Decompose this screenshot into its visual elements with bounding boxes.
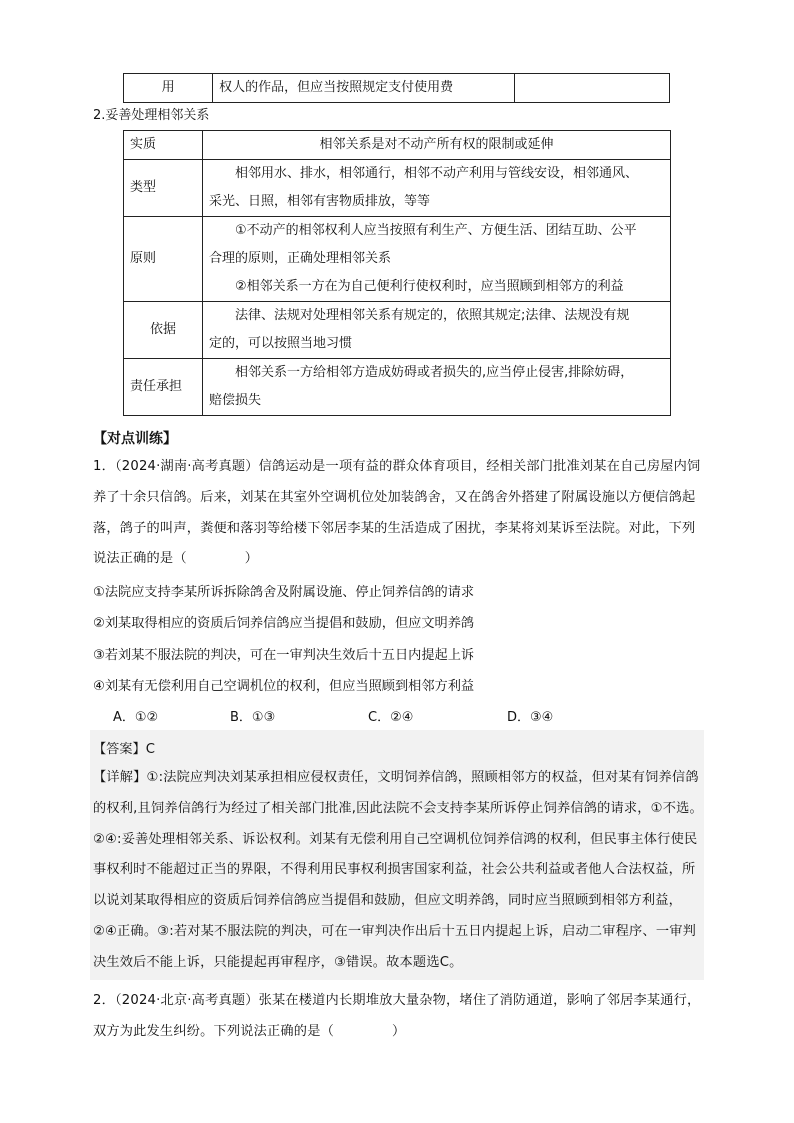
table-row xyxy=(124,217,671,302)
practice-title: 【对点训练】 xyxy=(93,431,177,447)
row-content-principles xyxy=(203,217,671,302)
content-line: 相邻关系是对不动产所有权的限制或延伸 xyxy=(319,137,554,152)
row-content-liability xyxy=(203,359,671,416)
option-b: B．①③ xyxy=(230,710,276,725)
table-row xyxy=(124,359,671,416)
content-line: 合理的原则，正确处理相邻关系 xyxy=(209,251,392,266)
content-line: 采光、日照，相邻有害物质排放，等等 xyxy=(209,194,431,209)
statement-1: ①法院应支持李某所诉拆除鸽舍及附属设施、停止饲养信鸽的请求 xyxy=(93,585,475,600)
option-c: C．②④ xyxy=(368,710,414,725)
row-label-principles: 原则 xyxy=(124,217,203,302)
question-2-stem xyxy=(93,986,705,1048)
content-line: 赔偿损失 xyxy=(209,393,262,408)
option-a: A．①② xyxy=(113,710,159,725)
content-line: 定的，可以按照当地习惯 xyxy=(209,336,353,351)
row-label-liability: 责任承担 xyxy=(124,359,203,416)
rights-table-fragment xyxy=(123,73,670,103)
content-line: 相邻用水、排水，相邻通行，相邻不动产利用与管线安设，相邻通风、 xyxy=(235,166,639,181)
option-d: D．③④ xyxy=(507,710,554,725)
question-stem-close: ） xyxy=(244,551,259,567)
table-cell-empty xyxy=(514,74,669,103)
answer-label: 【答案】C xyxy=(93,742,155,757)
row-content-types xyxy=(203,160,671,217)
question-1-stem xyxy=(93,452,705,575)
row-content-basis xyxy=(203,302,671,359)
table-row xyxy=(124,74,670,103)
statement-2: ②刘某取得相应的资质后饲养信鸽应当提倡和鼓励，但应文明养鸽 xyxy=(93,616,475,631)
content-line: ①不动产的相邻权利人应当按照有利生产、方便生活、团结互助、公平 xyxy=(235,223,637,238)
content-line: ②相邻关系一方在为自己便利行使权利时，应当照顾到相邻方的利益 xyxy=(235,279,624,294)
neighbor-relations-table xyxy=(123,130,671,416)
answer-explanation: 【详解】①:法院应判决刘某承担相应侵权责任，文明饲养信鸽，照顾相邻方的权益，但对某有饲养信鸽的权利,且饲养信鸽行为经过了相关部门批准,因此法院不会支持李某所诉停止饲养信鸽的请求，①不选。②④:妥善处理相邻关系、诉讼权利。刘某有无偿利用自己空调机位饲养信鸿的权利，但民事主体行使民事权利时不能超过正当的界限，不得利用民事权利损害国家利益，社会公共利益或者他人合法权益，所以说刘某取得相应的资质后饲养信鸽应当提倡和鼓励，但应文明养鸽，同时应当照顾到相邻方利益，②④正确。③:若对某不服法院的判决，可在一审判决作出后十五日内提起上诉，启动二审程序、一审判决生效后不能上诉，只能提起再审程序，③错误。故本题选C。 xyxy=(93,770,703,970)
table-cell-label: 用 xyxy=(124,74,213,103)
row-label-types: 类型 xyxy=(124,160,203,217)
row-label-essence: 实质 xyxy=(124,131,203,160)
content-line: 法律、法规对处理相邻关系有规定的，依照其规定;法律、法规没有规 xyxy=(235,308,630,323)
row-label-basis: 依据 xyxy=(124,302,203,359)
statement-3: ③若刘某不服法院的判决，可在一审判决生效后十五日内提起上诉 xyxy=(93,648,475,663)
table-row xyxy=(124,131,671,160)
statement-4: ④刘某有无偿利用自己空调机位的权利，但应当照顾到相邻方利益 xyxy=(93,679,475,694)
content-line: 相邻关系一方给相邻方造成妨碍或者损失的,应当停止侵害,排除妨碍， xyxy=(235,365,634,380)
question-stem-text: 2．（2024·北京·高考真题）张某在楼道内长期堆放大量杂物，堵住了消防通道，影响了邻居李某通行，双方为此发生纠纷。下列说法正确的是（ xyxy=(93,993,701,1039)
section-heading: 2.妥善处理相邻关系 xyxy=(93,108,210,123)
row-content-essence xyxy=(203,131,671,160)
table-cell-content: 权人的作品，但应当按照规定支付使用费 xyxy=(213,74,515,103)
question-stem-text: 1．（2024·湖南·高考真题）信鸽运动是一项有益的群众体育项目，经相关部门批准刘某在自己房屋内饲养了十余只信鸽。后来，刘某在其室外空调机位处加装鸽舍，又在鸽舍外搭建了附属设施以方便信鸽起落，鸽子的叫声，粪便和落羽等给楼下邻居李某的生活造成了困扰，李某将刘某诉至法院。对此，下列说法正确的是（ xyxy=(93,459,701,567)
question-stem-close: ） xyxy=(391,1023,406,1039)
table-row xyxy=(124,160,671,217)
table-row xyxy=(124,302,671,359)
